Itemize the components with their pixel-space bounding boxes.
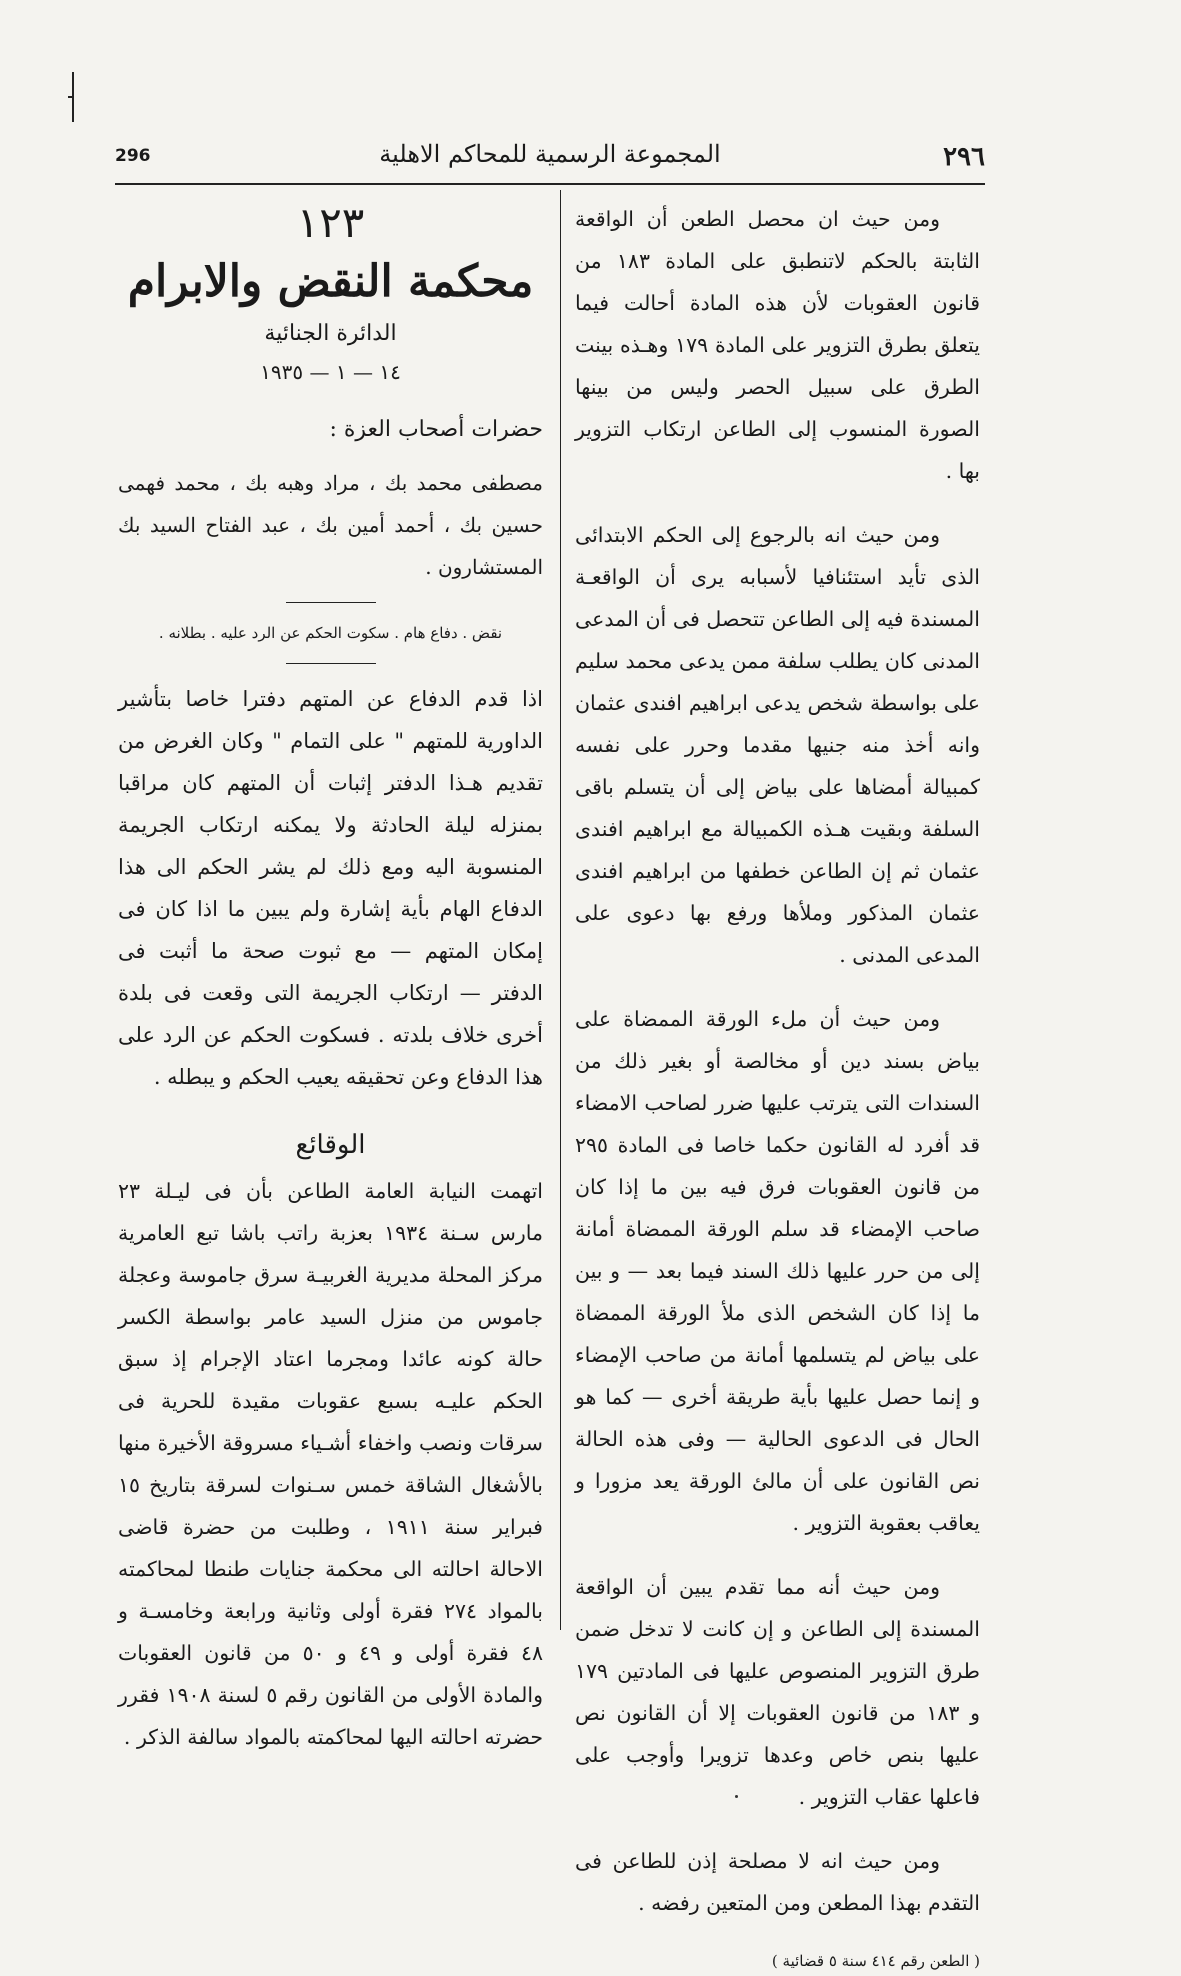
session-date: ١٤ — ١ — ١٩٣٥ (260, 360, 401, 384)
margin-mark-tick (68, 96, 74, 98)
header-title: المجموعة الرسمية للمحاكم الاهلية (379, 140, 721, 168)
divider (286, 602, 376, 603)
header-rule (115, 183, 985, 185)
case-number: ١٢٣ (296, 198, 365, 247)
paragraph: ومن حيث أنه مما تقدم يبين أن الواقعة المسندة إلى الطاعن و إن كانت لا تدخل ضمن طرق التزوير المنصوص عليها فى المادتين ١٧٩ و ١٨٣ من قانون العقوبات إلا أن القانون نص عليها بنص خاص وعدها تزويرا وأوجب على فاعلها عقاب التزوير . (575, 1575, 980, 1809)
divider (286, 663, 376, 664)
right-column (575, 198, 980, 1976)
circuit-name: الدائرة الجنائية (264, 321, 397, 346)
paragraph: ومن حيث انه بالرجوع إلى الحكم الابتدائى الذى تأيد استئنافيا لأسبابه يرى أن الواقعـة المسندة فيه إلى الطاعن تتحصل فى أن المدعى المدنى كان يطلب سلفة ممن يدعى محمد سليم على بواسطة شخص يدعى ابراهيم افندى عثمان وانه أخذ منه جنيها مقدما وحرر على نفسه كمبيالة أمضاها على بياض إلى أن يتسلم باقى السلفة وبقيت هـذه الكمبيالة مع ابراهيم افندى عثمان ثم إن الطاعن خطفها من ابراهيم افندى عثمان المذكور وملأها ورفع بها دعوى على المدعى المدنى . (575, 523, 980, 967)
paragraph: ومن حيث انه لا مصلحة إذن للطاعن فى التقدم بهذا المطعن ومن المتعين رفضه . (575, 1849, 980, 1915)
court-name: محكمة النقض والابرام (127, 256, 534, 307)
headnote-summary: اذا قدم الدفاع عن المتهم دفترا خاصا بتأشير الداورية للمتهم " على التمام " وكان الغرض من تقديم هـذا الدفتر إثبات أن المتهم كان مراقبا بمنزله ليلة الحادثة ولا يمكنه ارتكاب الجريمة المنسوبة اليه ومع ذلك لم يشر الحكم الى هذا الدفاع الهام بأية إشارة ولم يبين ما اذا كان فى إمكان المتهم — مع ثبوت صحة ما أثبت فى الدفتر — ارتكاب الجريمة التى وقعت فى بلدة أخرى خلاف بلدته . فسكوت الحكم عن الرد على هذا الدفاع وعن تحقيقه يعيب الحكم و يبطله . (118, 687, 543, 1089)
left-column (118, 198, 543, 1780)
page-number-arabic: ٢٩٦ (943, 142, 985, 172)
keywords: نقض . دفاع هام . سكوت الحكم عن الرد عليه . بطلانه . (158, 624, 503, 642)
attendees-list: مصطفى محمد بك ، مراد وهبه بك ، محمد فهمى حسين بك ، أحمد أمين بك ، عبد الفتاح السيد بك المستشارون . (118, 471, 543, 579)
column-divider (560, 190, 561, 1630)
attendees-title: حضرات أصحاب العزة : (329, 417, 543, 442)
paragraph: ومن حيث ان محصل الطعن أن الواقعة الثابتة بالحكم لاتنطبق على المادة ١٨٣ من قانون العقوبات لأن هذه المادة أحالت فيما يتعلق بطرق التزوير على المادة ١٧٩ وهـذه بينت الطرق على سبيل الحصر وليس من بينها الصورة المنسوب إلى الطاعن ارتكاب التزوير بها . (575, 207, 980, 483)
case-reference: ( الطعن رقم ٤١٤ سنة ٥ قضائية ) (771, 1952, 980, 1970)
page-number-latin: 296 (115, 146, 151, 166)
facts-heading: الوقائع (295, 1130, 366, 1160)
facts-paragraph: اتهمت النيابة العامة الطاعن بأن فى ليـلة ٢٣ مارس سـنة ١٩٣٤ بعزبة راتب باشا تبع العامرية مركز المحلة مديرية الغربيـة سرق جاموسة وعجلة جاموس من منزل السيد عامر بواسطة الكسر حالة كونه عائدا ومجرما اعتاد الإجرام إذ سبق الحكم عليـه بسبع عقوبات مقيدة للحرية فى سرقات ونصب واخفاء أشـياء مسروقة الأخيرة منها بالأشغال الشاقة خمس سـنوات لسرقة بتاريخ ١٥ فبراير سنة ١٩١١ ، وطلبت من حضرة قاضى الاحالة احالته الى محكمة جنايات طنطا لمحاكمته بالمواد ٢٧٤ فقرة أولى وثانية ورابعة وخامسـة و ٤٨ فقرة أولى و ٤٩ و ٥٠ من قانون العقوبات والمادة الأولى من القانون رقم ٥ لسنة ١٩٠٨ فقرر حضرته احالته اليها لمحاكمته بالمواد سالفة الذكر . (118, 1179, 544, 1749)
page-header (115, 140, 985, 180)
paragraph: ومن حيث أن ملء الورقة الممضاة على بياض بسند دين أو مخالصة أو بغير ذلك من السندات التى يترتب عليها ضرر لصاحب الامضاء قد أفرد له القانون حكما خاصا فى المادة ٢٩٥ من قانون العقوبات فرق فيه بين ما إذا كان صاحب الإمضاء قد سلم الورقة الممضاة أمانة إلى من حرر عليها ذلك السند فيما بعد — و بين ما إذا كان الشخص الذى ملأ الورقة الممضاة على بياض لم يتسلمها أمانة من صاحب الإمضاء و إنما حصل عليها بأية طريقة أخرى — كما هو الحال فى الدعوى الحالية — وفى هذه الحالة نص القانون على أن مالئ الورقة يعد مزورا و يعاقب بعقوبة التزوير . (575, 1007, 980, 1535)
page-speck (735, 1795, 738, 1798)
